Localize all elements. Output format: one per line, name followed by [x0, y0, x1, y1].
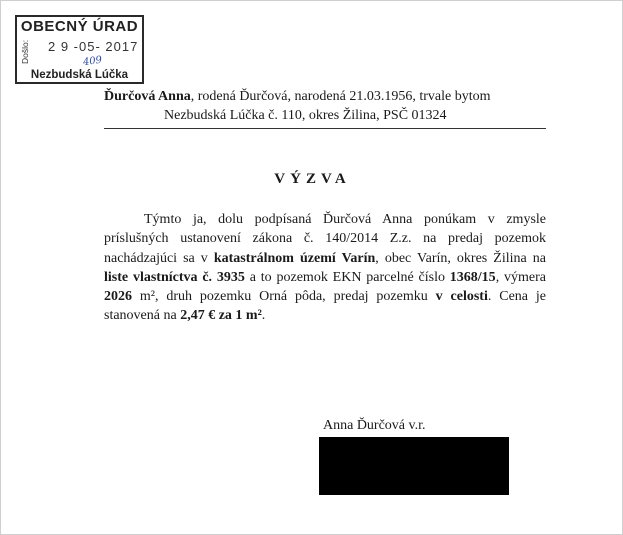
body-text-4: , výmera: [495, 269, 547, 285]
body-text-7: .: [261, 308, 266, 324]
body-text-6: . Cena je stanovená na: [104, 289, 546, 324]
document-title: VÝZVA: [274, 171, 351, 187]
body-bold-title-deed: liste vlastníctva č. 3935: [104, 269, 245, 285]
stamp-received-label: Došlo:: [20, 39, 30, 64]
body-text-5: m², druh pozemku Orná pôda, predaj pozemku: [132, 289, 436, 305]
body-text-2: , obec Varín, okres Žilina na: [375, 250, 546, 266]
body-text-3: a to pozemok EKN parcelné číslo: [244, 269, 450, 285]
body-bold-share: v celosti: [435, 289, 488, 305]
sender-details: , rodená Ďurčová, narodená 21.03.1956, trvale bytom: [190, 89, 491, 104]
stamp-date: 2 9 -05- 2017: [48, 39, 139, 54]
body-bold-parcel: 1368/15: [449, 269, 496, 285]
stamp-place: Nezbudská Lúčka: [30, 69, 129, 81]
body-paragraph: [104, 210, 546, 326]
sender-name: Ďurčová Anna: [104, 89, 191, 104]
redacted-signature: [319, 437, 509, 495]
stamp-title: OBECNÝ ÚRAD: [20, 18, 139, 35]
body-bold-price: 2,47 € za 1 m²: [180, 308, 262, 324]
signature-name: Anna Ďurčová v.r.: [323, 418, 426, 433]
sender-line-1: [104, 89, 490, 105]
registry-stamp: [15, 15, 144, 84]
body-text-1: Týmto ja, dolu podpísaná Ďurčová Anna ponúkam v zmysle príslušných ustanovení zákona č. 140/2014 Z.z. na predaj pozemok nachádzajúci sa v: [104, 212, 546, 266]
body-bold-area: 2026: [104, 289, 132, 305]
body-bold-cadastral: katastrálnom území Varín: [213, 250, 376, 266]
stamp-registry-number: 409: [82, 54, 103, 69]
sender-address: Nezbudská Lúčka č. 110, okres Žilina, PSČ 01324: [164, 108, 447, 123]
header-divider: [104, 128, 546, 129]
